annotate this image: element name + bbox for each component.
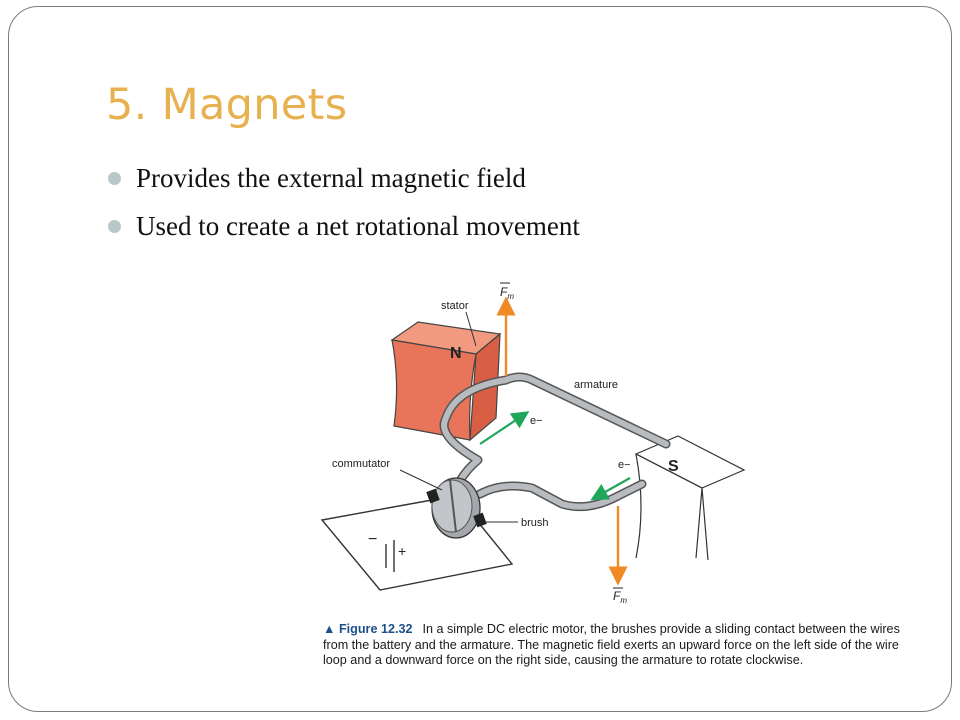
dc-motor-diagram <box>300 268 800 618</box>
figure-caption-text: In a simple DC electric motor, the brushes provide a sliding contact between the wires from the battery and the armature. The magnetic field exerts an upward force on the left side of the wire loop and a downward force on the right side, causing the armature to rotate clockwise. <box>323 622 900 667</box>
stator-south-magnet <box>636 436 744 560</box>
battery-plus-label: + <box>398 543 407 559</box>
electron-label-bottom: e− <box>618 459 631 471</box>
bullet-item <box>106 158 580 206</box>
armature-label: armature <box>574 379 619 391</box>
downward-force-label: $F_m$ <box>613 589 628 605</box>
bullet-text: Provides the external magnetic field <box>136 163 526 193</box>
north-pole-label: N <box>450 345 462 362</box>
bullet-dot-icon <box>108 220 121 233</box>
figure-caption <box>323 622 913 669</box>
bullet-list <box>106 158 580 254</box>
figure-label: ▲ Figure 12.32 <box>323 622 413 636</box>
battery-icon <box>386 540 394 572</box>
brush-label: brush <box>521 517 549 529</box>
commutator-label: commutator <box>332 458 391 470</box>
battery-minus-label: − <box>368 531 378 548</box>
battery-circuit-wire <box>322 500 512 590</box>
south-pole-label: S <box>668 458 679 475</box>
bullet-item <box>106 206 580 254</box>
stator-label: stator <box>441 300 469 312</box>
commutator-icon <box>432 478 480 538</box>
commutator-leader-line <box>400 470 442 490</box>
bullet-dot-icon <box>108 172 121 185</box>
electron-label-top: e− <box>530 415 543 427</box>
upward-force-label: $F_m$ <box>500 285 515 301</box>
bullet-text: Used to create a net rotational movement <box>136 211 580 241</box>
slide-title: 5. Magnets <box>106 80 348 130</box>
